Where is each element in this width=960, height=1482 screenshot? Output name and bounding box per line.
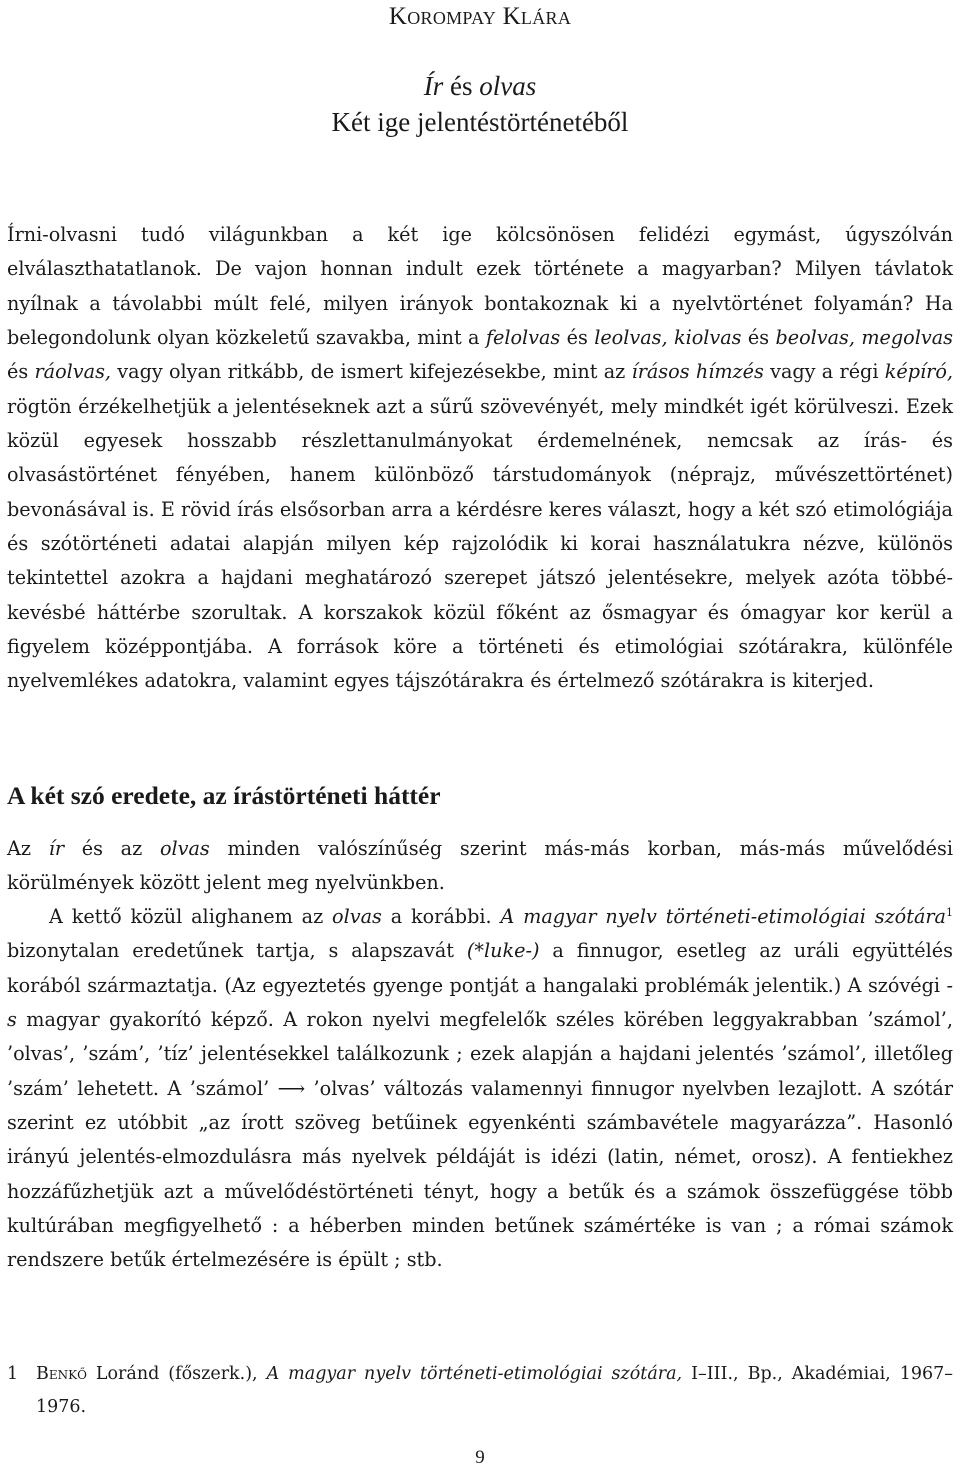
footnote <box>7 1358 953 1424</box>
footnote-text <box>36 1358 953 1424</box>
section-heading: A két szó eredete, az írástörténeti háttér <box>7 781 441 810</box>
footnote-number: 1 <box>7 1364 19 1384</box>
p1-term-ir: ír <box>48 837 65 860</box>
p1-text-b: és az <box>64 837 160 860</box>
intro-text-5: vagy olyan ritkább, de ismert kifejezésekbe, mint az <box>111 360 632 384</box>
article-title <box>7 70 953 102</box>
p2-text-a: A kettő közül alighanem az <box>49 905 333 928</box>
intro-term-5: írásos hímzés <box>631 360 764 384</box>
p1-text-c: minden valószínűség szerint más-más korban, más-más művelődési körülmények között jelent meg nyelvünkben. <box>7 837 953 895</box>
section-paragraph-2 <box>7 900 953 1278</box>
p2-cited-title: A magyar nyelv történeti-etimológiai szótára <box>500 905 946 928</box>
footnote-text-a: Loránd (főszerk.), <box>86 1364 267 1384</box>
page-number: 9 <box>475 1447 485 1468</box>
intro-text-3: és <box>741 326 776 350</box>
author-text: Korompay Klára <box>388 3 572 30</box>
footnote-author: Benkő <box>36 1364 87 1384</box>
intro-text-2: és <box>560 326 595 350</box>
p1-term-olvas: olvas <box>159 837 210 860</box>
footnote-text-b: I–III., Bp., Akadémiai, 1967–1976. <box>36 1364 953 1417</box>
footnote-title: A magyar nyelv történeti-etimológiai szótára, <box>266 1364 683 1384</box>
intro-text-6: vagy a régi <box>763 360 885 384</box>
p1-text-a: Az <box>7 837 49 860</box>
title-word-olvas: olvas <box>479 71 537 101</box>
title-word-es: és <box>450 71 473 101</box>
intro-paragraph <box>7 218 953 699</box>
intro-term-3: beolvas, megolvas <box>775 326 953 350</box>
intro-text-4: és <box>7 360 35 384</box>
author-name <box>7 2 953 32</box>
intro-term-2: leolvas, kiolvas <box>594 326 742 350</box>
p2-term-olvas: olvas <box>332 905 382 928</box>
p2-text-b: a korábbi. <box>381 905 501 928</box>
intro-term-6: képíró, <box>884 360 953 384</box>
intro-text-1: Írni-olvasni tudó világunkban a két ige kölcsönösen felidézi egymást, úgyszólván elválaszthatatlanok. De vajon honnan indult ezek története a magyarban? Milyen távlatok nyílnak a távolabbi múlt felé, milyen irányok bontakoznak ki a nyelvtörténet folyamán? Ha belegondolunk olyan közkeletű szavakba, mint a <box>7 223 953 350</box>
section-paragraph-1 <box>7 832 953 901</box>
title-word-ir: Ír <box>423 71 444 101</box>
intro-term-4: ráolvas, <box>34 360 112 384</box>
p2-term-luke: (*luke-) <box>466 939 540 963</box>
article-subtitle: Két ige jelentéstörténetéből <box>331 107 629 137</box>
p2-term-s: -s <box>7 973 953 1032</box>
intro-term-1: felolvas <box>485 326 561 350</box>
p2-text-c: bizonytalan eredetűnek tartja, s alapszavát <box>7 939 467 963</box>
footnote-reference[interactable]: 1 <box>946 906 953 919</box>
p2-text-d: a finnugor, esetleg az uráli együttélés korából származtatja. (Az egyeztetés gyenge pontját a hangalaki problémák jelentik.) A szóvégi <box>7 939 953 997</box>
p2-text-e: magyar gyakorító képző. A rokon nyelvi megfelelők széles körében leggyakrabban ’számol’, ’olvas’, ’szám’, ’tíz’ jelentésekkel találkozunk ; ezek alapján a hajdani jelentés ’számol’, illetőleg ’szám’ lehetett. A ’számol’ ⟶ ’olvas’ változás valamennyi finnugor nyelvben lezajlott. A szótár szerint ez utóbbit „az írott szöveg betűinek egyenkénti számbavétele magyarázza”. Hasonló irányú jelentés-elmozdulásra más nyelvek példáját is idézi (latin, német, orosz). A fentiekhez hozzáfűzhetjük azt a művelődéstörténeti tényt, hogy a betűk és a számok összefüggése több kultúrában megfigyelhető : a héberben minden betűnek számértéke is van ; a római számok rendszere betűk értelmezésére is épült ; stb. <box>7 1008 953 1272</box>
intro-text-7: rögtön érzékelhetjük a jelentéseknek azt a sűrű szövevényét, mely mindkét igét körülveszi. Ezek közül egyesek hosszabb részlettanulmányokat érdemelnének, nemcsak az írás- és olvasástörténet fényében, hanem különböző társtudományok (néprajz, művészettörténet) bevonásával is. E rövid írás elsősorban arra a kérdésre keres választ, hogy a két szó etimológiája és szótörténeti adatai alapján milyen kép rajzolódik ki korai használatukra nézve, különös tekintettel azokra a hajdani meghatározó szerepet játszó jelentésekre, melyek azóta többé-kevésbé háttérbe szorultak. A korszakok közül főként az ősmagyar és ómagyar kor kerül a figyelem középpontjába. A források köre a történeti és etimológiai szótárakra, különféle nyelvemlékes adatokra, valamint egyes tájszótárakra és értelmező szótárakra is kiterjed. <box>7 394 953 693</box>
